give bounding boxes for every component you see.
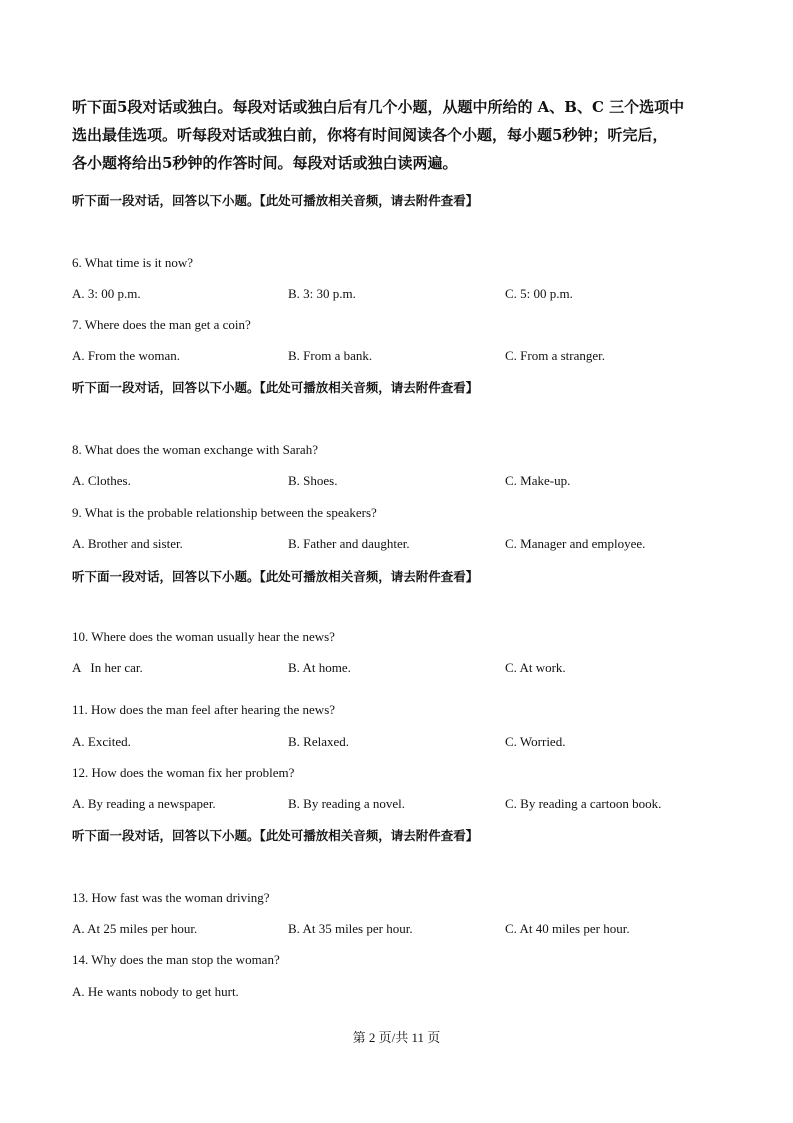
intro-line: 选出最佳选项。听每段对话或独白前，你将有时间阅读各个小题，每小题5秒钟；听完后， xyxy=(72,126,668,144)
option-a: A. He wants nobody to get hurt. xyxy=(72,984,239,999)
intro-line: 各小题将给出5秒钟的作答时间。每段对话或独白读两遍。 xyxy=(72,154,458,172)
intro-line: 听下面5段对话或独白。每段对话或独白后有几个小题，从题中所给的 A、B、C 三个选项中 xyxy=(72,98,685,116)
option-b: B. Father and daughter. xyxy=(288,536,410,551)
option-a: A. At 25 miles per hour. xyxy=(72,921,198,936)
option-b: B. Shoes. xyxy=(288,473,338,488)
option-c: C. From a stranger. xyxy=(505,348,606,363)
question-12: 12. How does the woman fix her problem? xyxy=(72,765,295,780)
option-c: C. At work. xyxy=(505,660,566,675)
option-c: C. Manager and employee. xyxy=(505,536,646,551)
option-c: C. By reading a cartoon book. xyxy=(505,796,662,811)
options-12 xyxy=(72,796,732,814)
options-10 xyxy=(72,660,732,678)
options-6 xyxy=(72,286,732,304)
question-10: 10. Where does the woman usually hear the news? xyxy=(72,629,335,644)
question-8: 8. What does the woman exchange with Sarah? xyxy=(72,442,318,457)
question-6: 6. What time is it now? xyxy=(72,255,194,270)
options-11 xyxy=(72,734,732,752)
option-c: C. Worried. xyxy=(505,734,566,749)
option-a: A. By reading a newspaper. xyxy=(72,796,216,811)
option-b: B. At home. xyxy=(288,660,351,675)
option-b: B. Relaxed. xyxy=(288,734,350,749)
question-7: 7. Where does the man get a coin? xyxy=(72,317,251,332)
option-b: B. 3: 30 p.m. xyxy=(288,286,356,301)
option-a: A. Brother and sister. xyxy=(72,536,183,551)
options-9 xyxy=(72,536,732,554)
section-instruction: 听下面一段对话，回答以下小题。【此处可播放相关音频，请去附件查看】 xyxy=(72,828,479,843)
question-13: 13. How fast was the woman driving? xyxy=(72,890,270,905)
option-b: B. At 35 miles per hour. xyxy=(288,921,413,936)
option-a: A. Excited. xyxy=(72,734,131,749)
section-instruction: 听下面一段对话，回答以下小题。【此处可播放相关音频，请去附件查看】 xyxy=(72,569,479,584)
page-number: 第 2 页/共 11 页 xyxy=(352,1030,441,1045)
listening-instructions xyxy=(72,93,732,177)
section-instruction: 听下面一段对话，回答以下小题。【此处可播放相关音频，请去附件查看】 xyxy=(72,193,479,208)
option-b: B. From a bank. xyxy=(288,348,373,363)
option-c: C. Make-up. xyxy=(505,473,571,488)
question-9: 9. What is the probable relationship between the speakers? xyxy=(72,505,377,520)
option-c: C. 5: 00 p.m. xyxy=(505,286,573,301)
option-b: B. By reading a novel. xyxy=(288,796,405,811)
section-instruction: 听下面一段对话，回答以下小题。【此处可播放相关音频，请去附件查看】 xyxy=(72,380,479,395)
question-14: 14. Why does the man stop the woman? xyxy=(72,952,280,967)
option-a: A. 3: 00 p.m. xyxy=(72,286,141,301)
question-11: 11. How does the man feel after hearing the news? xyxy=(72,702,336,717)
options-8 xyxy=(72,473,732,491)
option-a: A. Clothes. xyxy=(72,473,131,488)
option-c: C. At 40 miles per hour. xyxy=(505,921,630,936)
option-a: A In her car. xyxy=(72,660,143,675)
options-14 xyxy=(72,984,732,1002)
option-a: A. From the woman. xyxy=(72,348,180,363)
options-7 xyxy=(72,348,732,366)
options-13 xyxy=(72,921,732,939)
